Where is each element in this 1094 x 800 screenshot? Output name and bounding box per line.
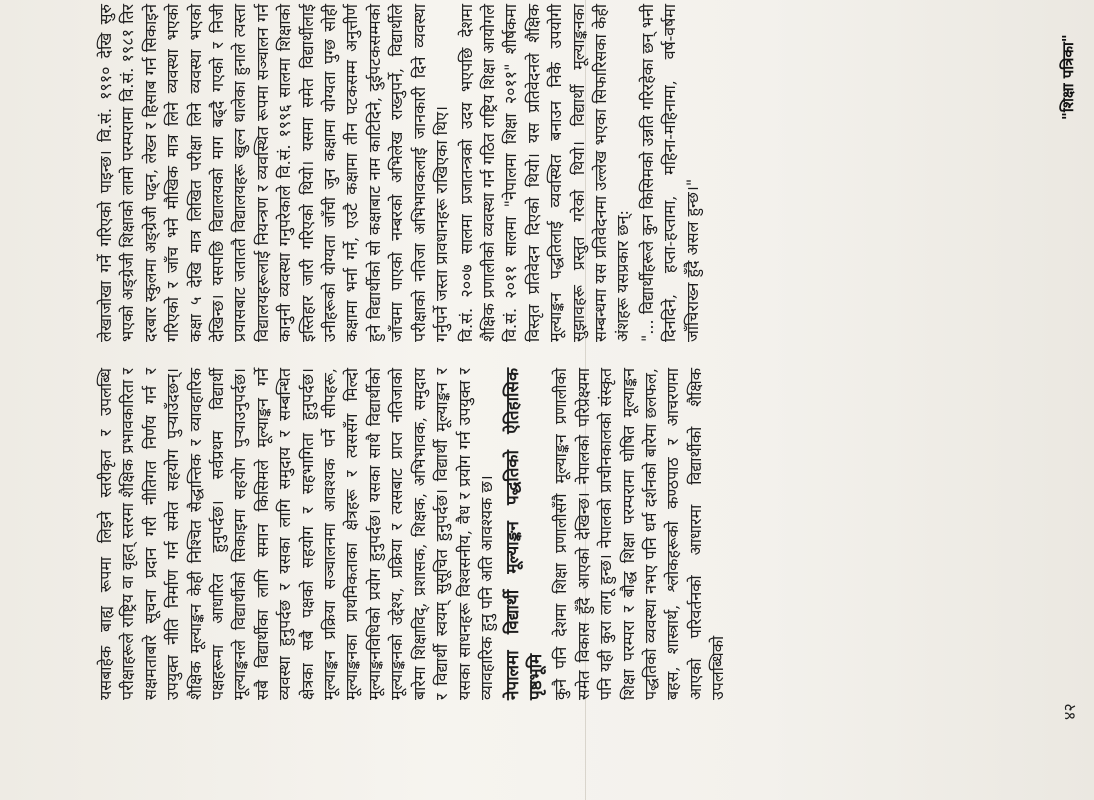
left-column	[95, 368, 1045, 700]
right-paragraph-1: लेखाजोखा गर्ने गरिएको पाइन्छ। वि.सं. १९१० देखि सुरु भएको अङ्ग्रेजी शिक्षाको लामो परम्परामा वि.सं. १९८१ तिर दरबार स्कुलमा अङ्ग्रेजी पढ्न, लेख्न र हिसाब गर्न सिकाइने गरिएको र जाँच भने मौखिक मात्र लिने व्यवस्था भएको कक्षा ५ देखि मात्र लिखित परीक्षा लिने व्यवस्था भएको देखिन्छ। यसपछि विद्यालयको माग बढ्दै गएको र निजी प्रयासबाट जताततै विद्यालयहरू खुल्न थालेका हुनाले त्यस्ता विद्यालयहरूलाई नियन्त्रण र व्यवस्थित रूपमा सञ्चालन गर्न कानुनी व्यवस्था गनुपरेकाले वि.सं. १९९६ सालमा शिक्षाको इस्तिहार जारी गरिएको थियो। यसमा समेत विद्यार्थीलाई उनीहरूको योग्यता जाँची जुन कक्षामा योग्यता पुग्छ सोही कक्षामा भर्ना गर्ने, एउटै कक्षामा तीन पटकसम्म अनुत्तीर्ण हुने विद्यार्थीको सो कक्षाबाट नाम काटिदिने, दुईपटकसम्मको जाँचमा पाएको नम्बरको अभिलेख राख्नुपर्ने, विद्यार्थीले परीक्षाको नतिजा अभिभावकलाई जानकारी दिने व्यवस्था गर्नुपर्ने जस्ता प्रावधानहरू राखिएका थिए।	[96, 4, 452, 342]
journal-title-footer: "शिक्षा पत्रिका"	[1059, 34, 1077, 120]
right-column	[95, 4, 1045, 342]
left-paragraph-2: कुनै पनि देशमा शिक्षा प्रणालीसँगै मूल्याङ्कन प्रणालीको समेत विकास हुँदै आएको देखिन्छ। नेपालको परिप्रेक्ष्यमा पनि यही कुरा लागू हुन्छ। नेपालको प्राचीनकालको संस्कृत शिक्षा परम्परा र बौद्ध शिक्षा परम्परामा घोषित मूल्याङ्कन पद्धतिको व्यवस्था नभए पनि धर्म दर्शनको बारेमा छलफल, बहस, शास्त्रार्थ, श्लोकहरूको कण्ठपाठ र आचरणमा आएको परिवर्तनको आधारमा विद्यार्थीको शैक्षिक उपलब्धिको	[551, 368, 728, 700]
right-quote: "... विद्यार्थीहरूले कुन किसिमको उन्नति गरिरहेका छन् भनी दिनदिने, हप्ता-हप्तामा, महिना-महिनामा, वर्ष-वर्षमा जाँचिराख्न हुँदै असल हुन्छ।"	[637, 4, 702, 342]
right-paragraph-2: वि.सं. २००७ सालमा प्रजातन्त्रको उदय भएपछि देशमा शैक्षिक प्रणालीको व्यवस्था गर्न गठित राष्ट्रिय शिक्षा आयोगले वि.सं. २०११ सालमा "नेपालमा शिक्षा २०११" शीर्षकमा विस्तृत प्रतिवेदन दिएको थियो। यस प्रतिवेदनले शैक्षिक मूल्याङ्कन पद्धतिलाई व्यवस्थित बनाउन निकै उपयोगी सुझावहरू प्रस्तुत गरेको थियो। विद्यार्थी मूल्याङ्कनका सम्बन्धमा यस प्रतिवेदनमा उल्लेख भएका सिफारिसका केही अंशहरू यसप्रकार छन्:	[456, 4, 633, 342]
left-paragraph-1: यसबाहेक बाह्य रूपमा लिइने स्तरीकृत र उपलब्धि परीक्षाहरूले राष्ट्रिय वा वृहत् स्तरमा शैक्षिक प्रभावकारिता र सक्षमताबारे सूचना प्रदान गरी नीतिगत निर्णय गर्न र उपयुक्त नीति निर्माण गर्न समेत सहयोग पुऱ्याउँदछन्। शैक्षिक मूल्याङ्कन केही निश्चित सैद्धान्तिक र व्यावहारिक पक्षहरूमा आधारित हुनुपर्दछ। सर्वप्रथम विद्यार्थी मूल्याङ्कनले विद्यार्थीको सिकाइमा सहयोग पुऱ्याउनुपर्दछ। सबै विद्यार्थीका लागि समान किसिमले मूल्याङ्कन गर्ने व्यवस्था हुनुपर्दछ र यसका लागि समुदाय र सम्बन्धित क्षेत्रका सबै पक्षको सहयोग र सहभागिता हुनुपर्दछ। मूल्याङ्कन प्रक्रिया सञ्चालनमा आवश्यक पर्ने सीपहरू, मूल्याङ्कनका प्राथमिकताका क्षेत्रहरू र त्यससँग मिल्दो मूल्याङ्कनविधिको प्रयोग हुनुपर्दछ। यसका साथै विद्यार्थीको मूल्याङ्कनको उद्देश्य, प्रक्रिया र त्यसबाट प्राप्त नतिजाको बारेमा शिक्षाविद्, प्रशासक, शिक्षक, अभिभावक, समुदाय र विद्यार्थी स्वयम् सुसूचित हुनुपर्दछ। विद्यार्थी मूल्याङ्कन र यसका साधनहरू विश्वसनीय, वैध र प्रयोग गर्न उपयुक्त र व्यावहारिक हुनु पनि अति आवश्यक छ।	[96, 368, 496, 700]
section-heading: नेपालमा विद्यार्थी मूल्याङ्कन पद्धतिको ऐतिहासिक पृष्ठभूमि	[503, 368, 547, 700]
page-number: ४२	[1060, 703, 1079, 720]
